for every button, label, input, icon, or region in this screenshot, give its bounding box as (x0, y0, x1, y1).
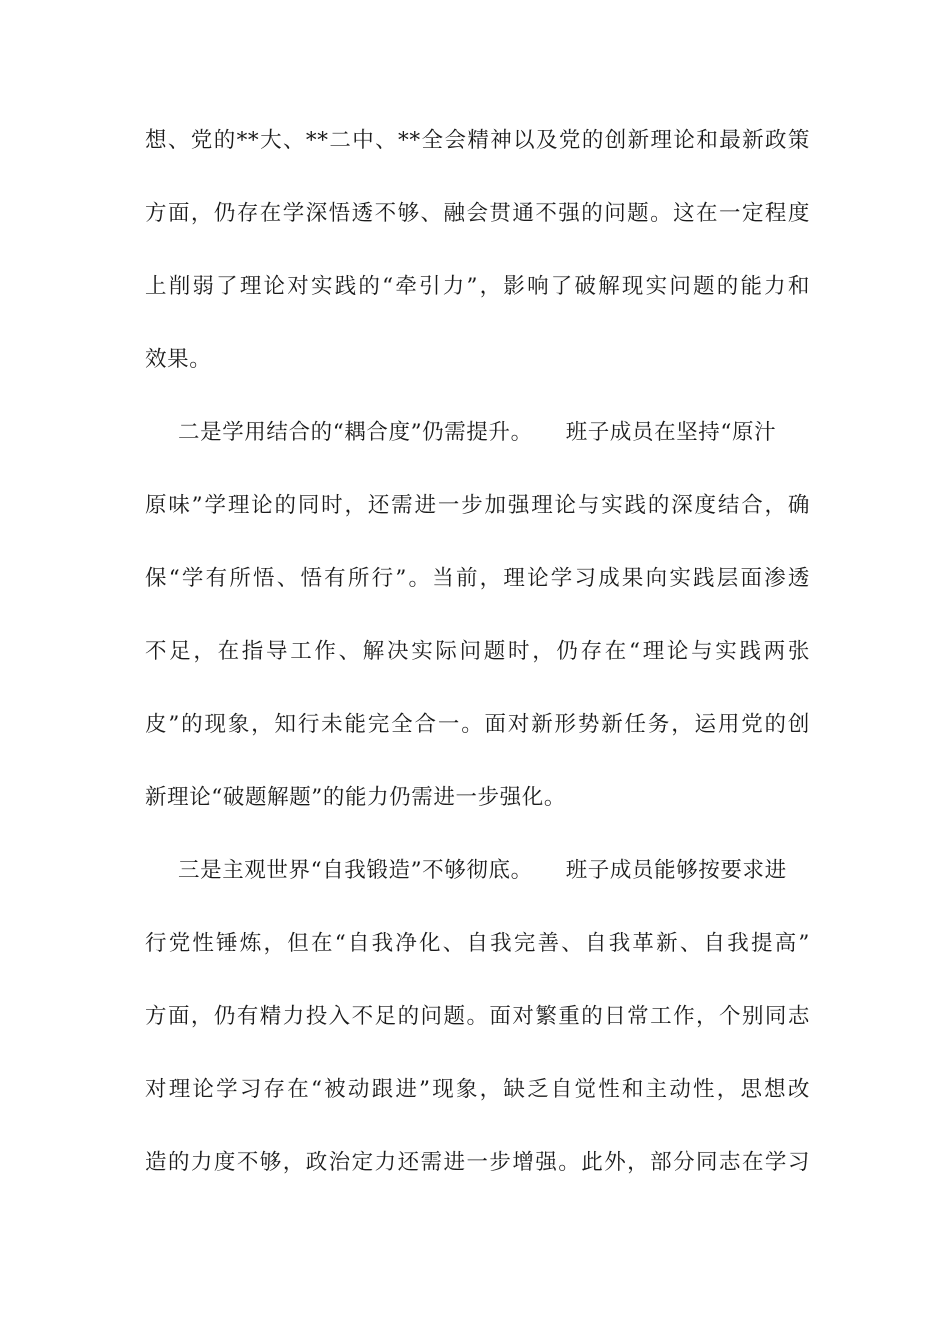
text-line: 想、党的**大、**二中、**全会精神以及党的创新理论和最新政策 (145, 128, 810, 153)
text-segment: 班子成员能够按要求进 (565, 858, 787, 883)
document-body (145, 117, 810, 1212)
text-line: 对理论学习存在“被动跟进”现象，缺乏自觉性和主动性，思想改 (145, 1077, 810, 1102)
text-line: 方面，仍有精力投入不足的问题。面对繁重的日常工作，个别同志 (145, 1004, 810, 1029)
text-line: 造的力度不够，政治定力还需进一步增强。此外，部分同志在学习 (145, 1150, 810, 1175)
text-segment: 班子成员在坚持“原汁 (565, 420, 777, 445)
paragraph-heading-line (145, 409, 810, 482)
text-line: 行党性锤炼，但在“自我净化、自我完善、自我革新、自我提高” (145, 931, 810, 956)
text-line: 效果。 (145, 347, 212, 372)
paragraph-heading: 三是主观世界“自我锻造”不够彻底。 (178, 858, 533, 883)
paragraph-heading: 二是学用结合的“耦合度”仍需提升。 (178, 420, 533, 445)
paragraph-heading-line (145, 847, 810, 920)
text-line: 皮”的现象，知行未能完全合一。面对新形势新任务，运用党的创 (145, 712, 810, 737)
text-line: 不足，在指导工作、解决实际问题时，仍存在“理论与实践两张 (145, 639, 810, 664)
text-line: 原味”学理论的同时，还需进一步加强理论与实践的深度结合，确 (145, 493, 810, 518)
text-line: 保“学有所悟、悟有所行”。当前，理论学习成果向实践层面渗透 (145, 566, 810, 591)
text-line: 上削弱了理论对实践的“牵引力”，影响了破解现实问题的能力和 (145, 274, 810, 299)
text-line: 方面，仍存在学深悟透不够、融会贯通不强的问题。这在一定程度 (145, 201, 810, 226)
text-line: 新理论“破题解题”的能力仍需进一步强化。 (145, 785, 566, 810)
